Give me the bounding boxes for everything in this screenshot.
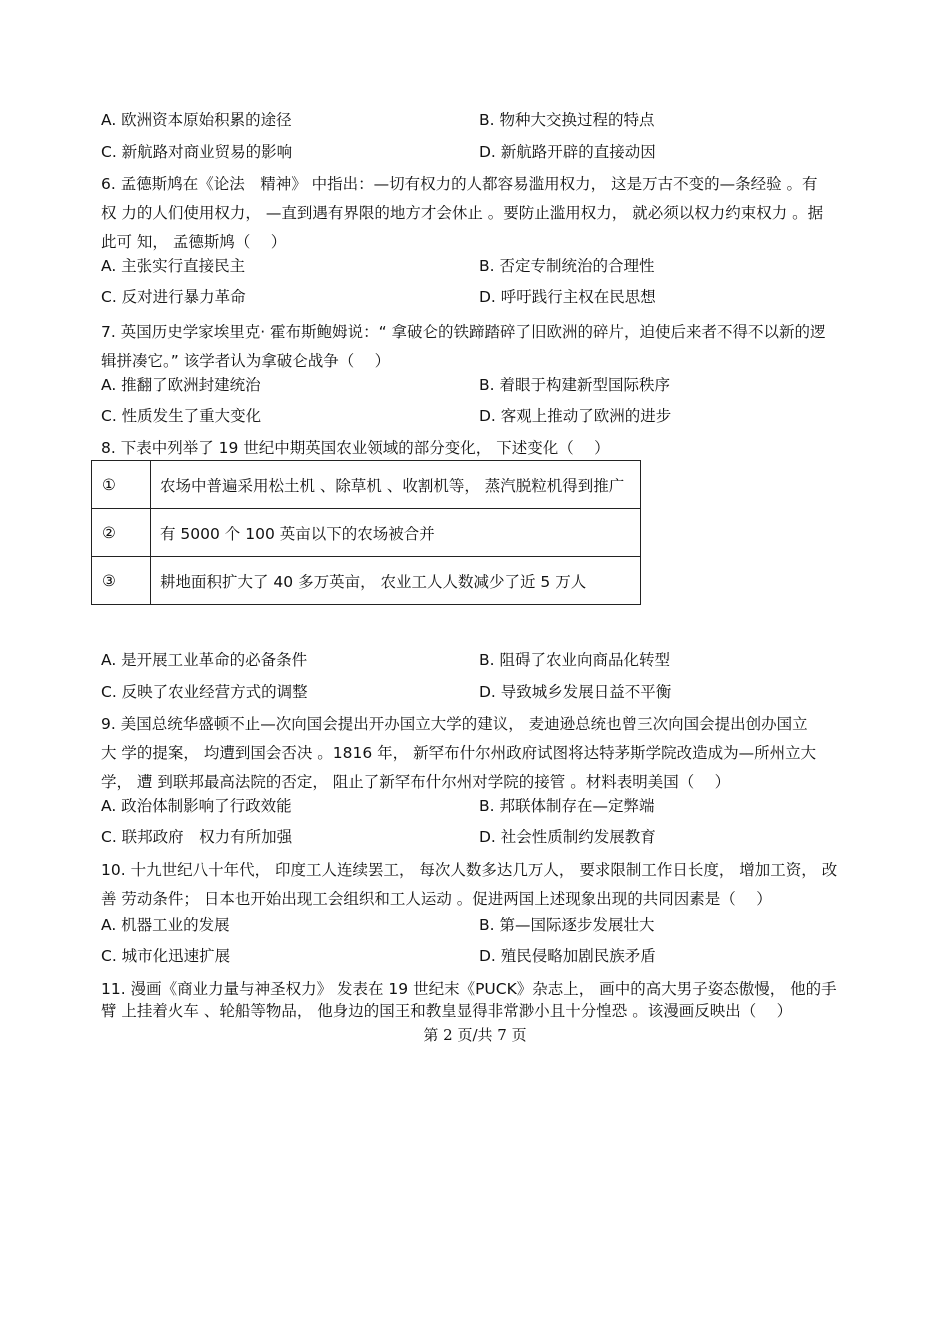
q6-option-a: A. 主张实行直接民主: [101, 257, 246, 275]
q5-option-c: C. 新航路对商业贸易的影响: [101, 143, 293, 161]
q7-option-b: B. 着眼于构建新型国际秩序: [479, 376, 670, 394]
q8-table: [91, 460, 641, 605]
q10-option-d: D. 殖民侵略加剧民族矛盾: [479, 947, 656, 965]
row-number: ①: [92, 461, 151, 509]
q10-option-b: B. 第—国际逐步发展壮大: [479, 916, 655, 934]
q6-stem-line2: 权 力的人们使用权力， —直到遇有界限的地方才会休止 。要防止滥用权力， 就必须以权力约束权力 。据: [101, 204, 824, 222]
q5-option-b: B. 物种大交换过程的特点: [479, 111, 655, 129]
q7-stem-line1: 7. 英国历史学家埃里克· 霍布斯鲍姆说：“ 拿破仑的铁蹄踏碎了旧欧洲的碎片，迫使后来者不得不以新的逻: [101, 323, 826, 341]
q6-option-c: C. 反对进行暴力革命: [101, 288, 246, 306]
q11-stem-line2: 臂 上挂着火车 、轮船等物品， 他身边的国王和教皇显得非常渺小且十分惶恐 。该漫画反映出（ ）: [101, 1002, 793, 1020]
q10-stem-line1: 10. 十九世纪八十年代， 印度工人连续罢工， 每次人数多达几万人， 要求限制工作日长度， 增加工资， 改: [101, 861, 838, 879]
row-number: ③: [92, 557, 151, 605]
q6-stem-line3: 此可 知， 孟德斯鸠（ ）: [101, 233, 287, 251]
q6-stem-line1: 6. 孟德斯鸠在《论法 精神》 中指出：—切有权力的人都容易滥用权力， 这是万古不变的—条经验 。有: [101, 175, 818, 193]
q9-option-a: A. 政治体制影响了行政效能: [101, 797, 292, 815]
page-number-footer: 第 2 页/共 7 页: [423, 1026, 527, 1044]
q7-option-c: C. 性质发生了重大变化: [101, 407, 262, 425]
q9-option-b: B. 邦联体制存在—定弊端: [479, 797, 655, 815]
q9-stem-line2: 大 学的提案， 均遭到国会否决 。1816 年， 新罕布什尔州政府试图将达特茅斯学院改造成为—所州立大: [101, 744, 817, 762]
q7-stem-line2: 辑拼凑它。” 该学者认为拿破仑战争（ ）: [101, 352, 391, 370]
q9-option-d: D. 社会性质制约发展教育: [479, 828, 656, 846]
q8-option-a: A. 是开展工业革命的必备条件: [101, 651, 308, 669]
row-text: 农场中普遍采用松土机 、除草机 、收割机等， 蒸汽脱粒机得到推广: [151, 461, 641, 509]
q9-stem-line3: 学， 遭 到联邦最高法院的否定， 阻止了新罕布什尔州对学院的接管 。材料表明美国（ ）: [101, 773, 731, 791]
q8-option-d: D. 导致城乡发展日益不平衡: [479, 683, 672, 701]
row-number: ②: [92, 509, 151, 557]
q7-option-d: D. 客观上推动了欧洲的进步: [479, 407, 672, 425]
q10-option-c: C. 城市化迅速扩展: [101, 947, 231, 965]
q8-option-c: C. 反映了农业经营方式的调整: [101, 683, 308, 701]
q8-option-b: B. 阻碍了农业向商品化转型: [479, 651, 670, 669]
q11-stem-line1: 11. 漫画《商业力量与神圣权力》 发表在 19 世纪末《PUCK》杂志上， 画中的高大男子姿态傲慢， 他的手: [101, 980, 837, 998]
table-row: [92, 557, 641, 605]
row-text: 有 5000 个 100 英亩以下的农场被合并: [151, 509, 641, 557]
q8-stem-line1: 8. 下表中列举了 19 世纪中期英国农业领域的部分变化， 下述变化（ ）: [101, 439, 610, 457]
row-text: 耕地面积扩大了 40 多万英亩， 农业工人人数减少了近 5 万人: [151, 557, 641, 605]
table-row: [92, 509, 641, 557]
q5-option-a: A. 欧洲资本原始积累的途径: [101, 111, 292, 129]
table-row: [92, 461, 641, 509]
q10-option-a: A. 机器工业的发展: [101, 916, 230, 934]
q5-option-d: D. 新航路开辟的直接动因: [479, 143, 656, 161]
q9-stem-line1: 9. 美国总统华盛顿不止—次向国会提出开办国立大学的建议， 麦迪逊总统也曾三次向国会提出创办国立: [101, 715, 808, 733]
q9-option-c: C. 联邦政府 权力有所加强: [101, 828, 293, 846]
q10-stem-line2: 善 劳动条件； 日本也开始出现工会组织和工人运动 。促进两国上述现象出现的共同因素是（ ）: [101, 890, 772, 908]
q7-option-a: A. 推翻了欧洲封建统治: [101, 376, 261, 394]
q6-option-d: D. 呼吁践行主权在民思想: [479, 288, 656, 306]
q6-option-b: B. 否定专制统治的合理性: [479, 257, 655, 275]
